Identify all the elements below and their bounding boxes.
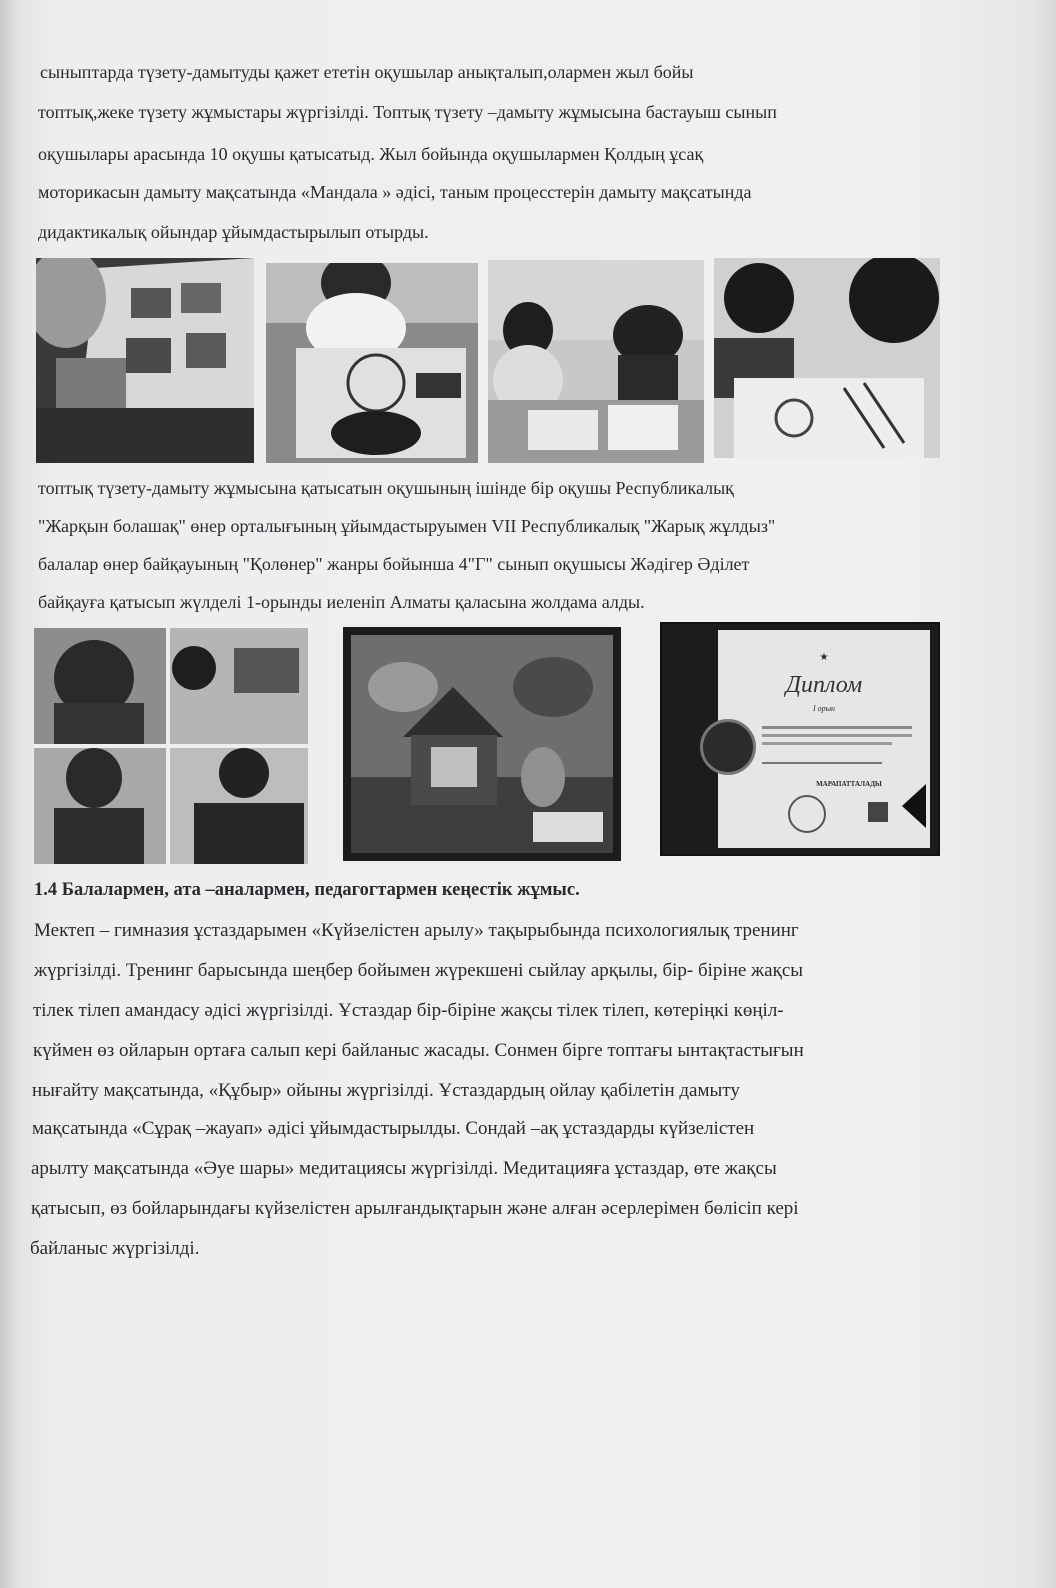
- photo-collage: [34, 628, 308, 864]
- diploma-photo: [660, 622, 940, 856]
- text-line: балалар өнер байқауының "Қолөнер" жанры бойынша 4"Г" сынып оқушысы Жәдігер Әділет: [38, 554, 750, 574]
- medal-icon: [700, 719, 756, 775]
- text-line: арылту мақсатында «Әуе шары» медитациясы жүргізілді. Медитацияға ұстаздар, өте жақсы: [31, 1158, 777, 1179]
- text-line: оқушылары арасында 10 оқушы қатысатыд. Жыл бойында оқушылармен Қолдың ұсақ: [38, 144, 704, 164]
- ribbon-icon: [902, 784, 926, 828]
- text-line: топтық,жеке түзету жұмыстары жүргізілді. Топтық түзету –дамыту жұмысына бастауыш сынып: [38, 102, 777, 122]
- text-line: дидактикалық ойындар ұйымдастырылып отырды.: [38, 222, 429, 242]
- text-line: байқауға қатысып жүлделі 1-орынды иеленіп Алматы қаласына жолдама алды.: [38, 592, 645, 612]
- text-line: сыныптарда түзету-дамытуды қажет ететін оқушылар анықталып,олармен жыл бойы: [40, 62, 694, 82]
- text-line: моторикасын дамыту мақсатында «Мандала » әдісі, таным процесстерін дамыту мақсатында: [38, 182, 752, 202]
- qr-code-icon: [868, 802, 888, 822]
- text-line: мақсатында «Сұрақ –жауап» әдісі ұйымдастырылды. Сондай –ақ ұстаздарды күйзелістен: [32, 1118, 755, 1139]
- photo-worksheets: [36, 258, 254, 463]
- photo-artwork: [343, 627, 621, 861]
- stamp-icon: [788, 795, 826, 833]
- photo-children-drawing: [488, 260, 704, 463]
- text-line: күймен өз ойларын ортаға салып кері байланыс жасады. Сонмен бірге топтағы ынтақтастығын: [33, 1040, 804, 1061]
- diploma-title: Диплом: [785, 672, 863, 698]
- star-icon: ★: [819, 652, 829, 663]
- photo-mandala-child: [266, 263, 478, 463]
- diploma-footer: МАРАПАТТАЛАДЫ: [816, 780, 882, 788]
- section-heading: 1.4 Балалармен, ата –аналармен, педагогтармен кеңестік жұмыс.: [34, 880, 580, 900]
- text-line: "Жарқын болашақ" өнер орталығының ұйымдастыруымен VII Республикалық "Жарық жұлдыз": [38, 516, 776, 536]
- diploma-degree: I орын: [812, 704, 836, 713]
- text-line: Мектеп – гимназия ұстаздарымен «Күйзелістен арылу» тақырыбында психологиялық тренинг: [34, 920, 799, 941]
- text-line: қатысып, өз бойларындағы күйзелістен арылғандықтарын және алған әсерлерімен бөлісіп кері: [31, 1198, 799, 1219]
- text-line: байланыс жүргізілді.: [30, 1238, 200, 1259]
- text-line: жүргізілді. Тренинг барысында шеңбер бойымен жүрекшені сыйлау арқылы, бір- біріне жақсы: [34, 960, 804, 981]
- text-line: тілек тілеп амандасу әдісі жүргізілді. Ұстаздар бір-біріне жақсы тілек тілеп, көтеріңкі көңіл-: [33, 1000, 784, 1021]
- text-line: топтық түзету-дамыту жұмысына қатысатын оқушының ішінде бір оқушы Республикалық: [38, 478, 734, 498]
- text-line: нығайту мақсатында, «Құбыр» ойыны жүргізілді. Ұстаздардың ойлау қабілетін дамыту: [32, 1080, 740, 1101]
- photo-boys-working: [714, 258, 940, 458]
